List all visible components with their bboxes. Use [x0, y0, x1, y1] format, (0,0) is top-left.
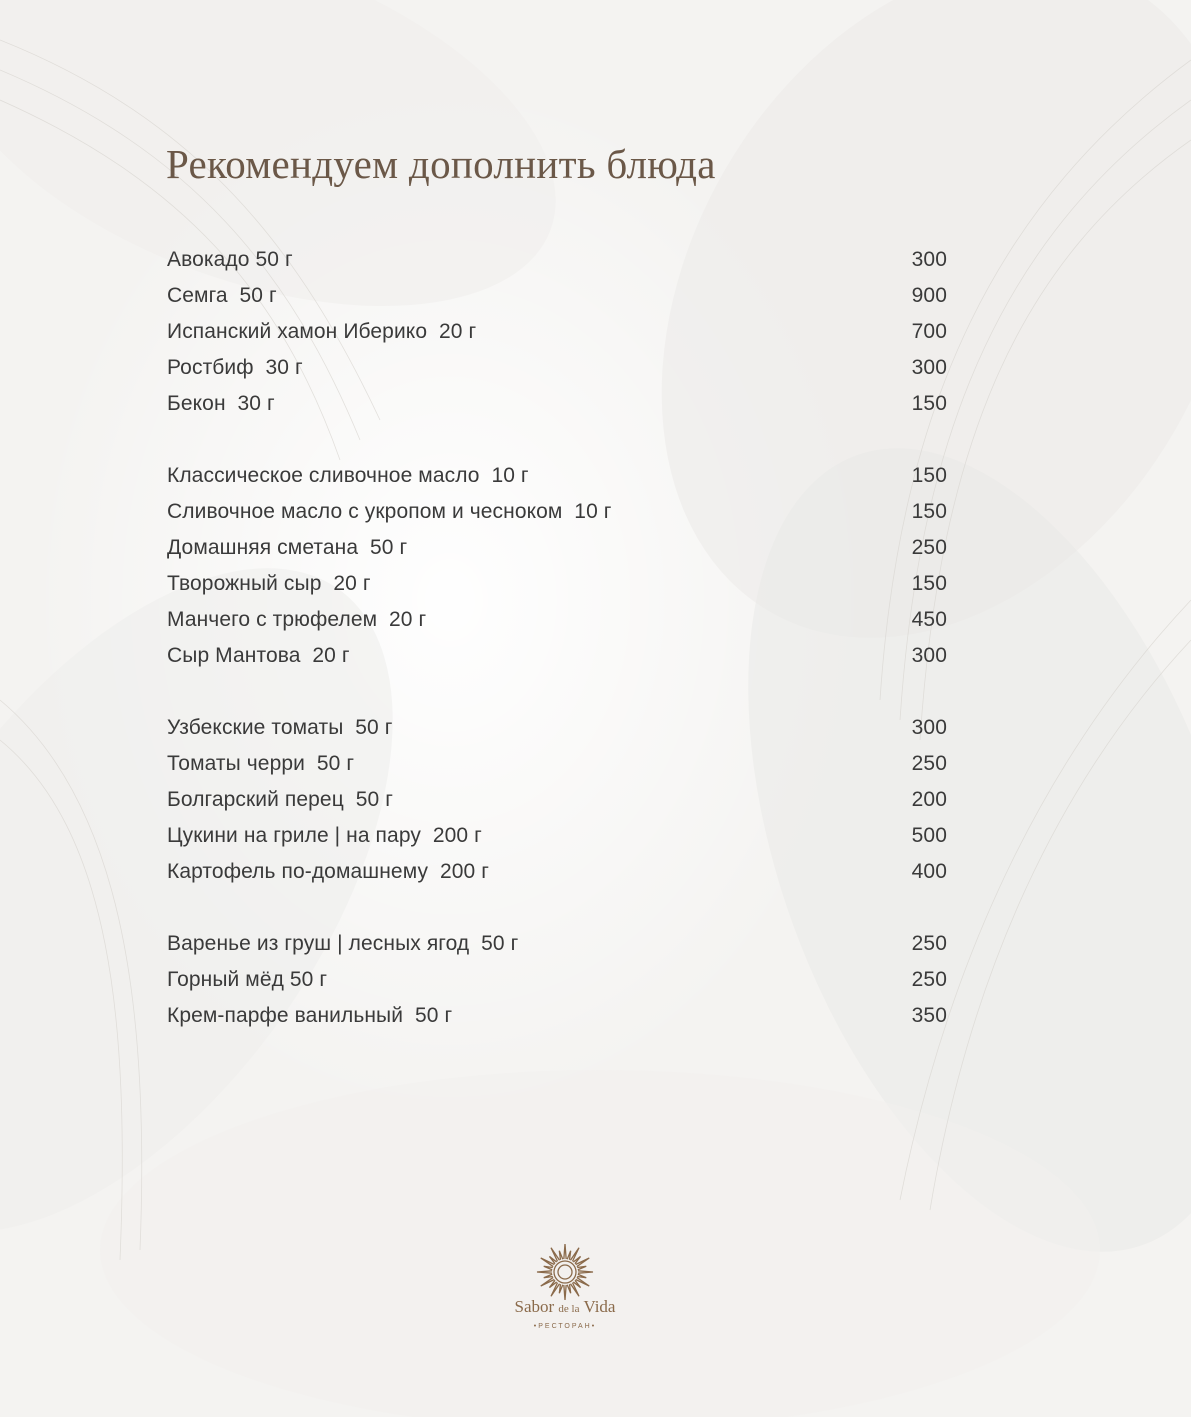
brand-end: Vida: [583, 1297, 616, 1316]
menu-item-price: 250: [911, 932, 947, 955]
menu-item-name: Узбекские томаты 50 г: [167, 716, 393, 739]
menu-item: [167, 998, 947, 1034]
menu-item-name: Семга 50 г: [167, 284, 277, 307]
menu-item: [167, 818, 947, 854]
menu-item-name: Сыр Мантова 20 г: [167, 644, 350, 667]
menu-item-price: 250: [911, 752, 947, 775]
menu-group: [167, 710, 947, 890]
menu-item-price: 450: [911, 608, 947, 631]
menu-item: [167, 494, 947, 530]
menu-item-name: Манчего с трюфелем 20 г: [167, 608, 427, 631]
brand-subtitle: •РЕСТОРАН•: [533, 1323, 597, 1330]
menu-item: [167, 746, 947, 782]
menu-item-price: 150: [911, 572, 947, 595]
menu-item-price: 150: [911, 392, 947, 415]
menu-item: [167, 710, 947, 746]
brand-main: Sabor: [514, 1297, 555, 1316]
menu-item-price: 900: [911, 284, 947, 307]
brand-logo-text: [480, 1297, 650, 1317]
menu-item-price: 300: [911, 356, 947, 379]
menu-item: [167, 962, 947, 998]
menu-item: [167, 926, 947, 962]
brand-small: de la: [558, 1303, 580, 1315]
menu-item: [167, 314, 947, 350]
menu-item-name: Классическое сливочное масло 10 г: [167, 464, 529, 487]
menu-item-name: Варенье из груш | лесных ягод 50 г: [167, 932, 519, 955]
menu-item-price: 300: [911, 644, 947, 667]
menu-item-price: 150: [911, 500, 947, 523]
menu-item-price: 200: [911, 788, 947, 811]
menu-item-price: 250: [911, 536, 947, 559]
menu-item-name: Бекон 30 г: [167, 392, 275, 415]
menu-item-price: 150: [911, 464, 947, 487]
menu-group: [167, 458, 947, 674]
menu-item: [167, 458, 947, 494]
menu-item: [167, 638, 947, 674]
menu-item-price: 300: [911, 716, 947, 739]
menu-item-name: Творожный сыр 20 г: [167, 572, 371, 595]
menu-item: [167, 530, 947, 566]
menu-item: [167, 602, 947, 638]
menu-item-price: 400: [911, 860, 947, 883]
menu-list: [167, 242, 947, 1070]
menu-item: [167, 566, 947, 602]
menu-item-name: Авокадо 50 г: [167, 248, 293, 271]
menu-item: [167, 386, 947, 422]
menu-item: [167, 278, 947, 314]
menu-item: [167, 854, 947, 890]
menu-item-name: Томаты черри 50 г: [167, 752, 355, 775]
page-title: Рекомендуем дополнить блюда: [166, 141, 716, 187]
menu-group: [167, 242, 947, 422]
menu-item-name: Горный мёд 50 г: [167, 968, 328, 991]
menu-group: [167, 926, 947, 1034]
menu-item: [167, 782, 947, 818]
menu-item: [167, 242, 947, 278]
menu-item-name: Сливочное масло с укропом и чесноком 10 г: [167, 500, 612, 523]
menu-item-name: Испанский хамон Иберико 20 г: [167, 320, 477, 343]
menu-item-name: Ростбиф 30 г: [167, 356, 303, 379]
menu-item-price: 700: [911, 320, 947, 343]
menu-item-name: Домашняя сметана 50 г: [167, 536, 408, 559]
menu-item-price: 250: [911, 968, 947, 991]
menu-item: [167, 350, 947, 386]
menu-item-price: 500: [911, 824, 947, 847]
menu-item-price: 350: [911, 1004, 947, 1027]
menu-item-name: Крем-парфе ванильный 50 г: [167, 1004, 453, 1027]
menu-item-price: 300: [911, 248, 947, 271]
menu-item-name: Болгарский перец 50 г: [167, 788, 393, 811]
menu-item-name: Картофель по-домашнему 200 г: [167, 860, 489, 883]
menu-item-name: Цукини на гриле | на пару 200 г: [167, 824, 482, 847]
